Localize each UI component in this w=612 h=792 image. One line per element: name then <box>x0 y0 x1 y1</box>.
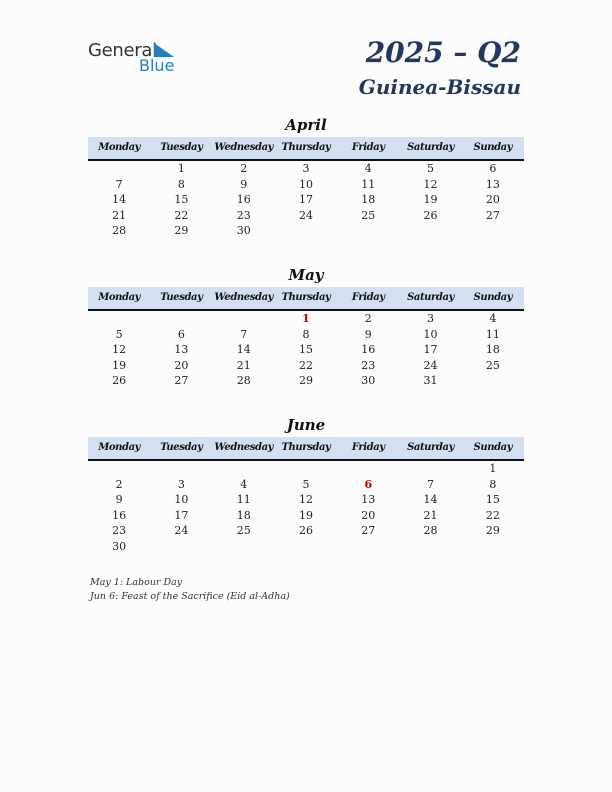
day-cell: 19 <box>423 193 438 206</box>
day-cell: 26 <box>298 524 313 537</box>
day-cell: 12 <box>112 343 127 356</box>
day-cell <box>213 461 275 477</box>
weekday-label: Monday <box>98 142 141 153</box>
day-cell: 9 <box>115 493 123 506</box>
month-calendar <box>88 415 524 554</box>
day-cell: 1 <box>177 162 185 175</box>
day-cell: 22 <box>485 508 500 522</box>
day-cell <box>337 539 399 555</box>
week-row <box>88 223 524 239</box>
day-cell: 8 <box>302 327 310 341</box>
day-cell: 24 <box>298 208 313 222</box>
day-cell: 27 <box>361 524 376 537</box>
day-cell: 29 <box>174 224 189 237</box>
day-cell: 6 <box>177 327 185 341</box>
day-cell: 29 <box>298 374 313 387</box>
weekday-label: Friday <box>351 442 385 453</box>
day-cell: 18 <box>361 193 376 206</box>
day-cell: 30 <box>112 539 127 553</box>
day-cell: 24 <box>174 524 189 537</box>
week-row <box>88 539 524 555</box>
weekday-label: Friday <box>351 142 385 153</box>
day-cell: 14 <box>423 493 438 506</box>
weekday-label: Thursday <box>281 142 331 153</box>
day-cell <box>88 161 150 177</box>
day-cell: 28 <box>423 524 438 537</box>
week-row <box>88 177 524 193</box>
holiday-notes <box>90 576 290 604</box>
day-cell: 6 <box>489 162 497 175</box>
day-cell: 11 <box>361 177 376 191</box>
day-cell: 9 <box>364 327 372 341</box>
day-cell <box>88 311 150 327</box>
weekday-label: Tuesday <box>160 442 203 453</box>
day-cell: 10 <box>423 327 438 341</box>
day-cell: 16 <box>361 343 376 356</box>
day-cell <box>337 223 399 239</box>
week-row <box>88 477 524 493</box>
logo <box>88 40 188 76</box>
day-cell: 2 <box>364 312 372 325</box>
day-cell <box>150 461 212 477</box>
day-cell: 9 <box>240 177 248 191</box>
week-row <box>88 342 524 358</box>
day-cell: 7 <box>115 177 123 191</box>
day-cell: 19 <box>112 358 127 372</box>
day-cell <box>462 223 524 239</box>
day-cell: 21 <box>423 508 438 522</box>
weekday-label: Wednesday <box>214 442 274 453</box>
day-cell: 13 <box>361 493 376 506</box>
weekday-header <box>88 437 524 461</box>
day-cell: 25 <box>485 358 500 372</box>
day-cell <box>462 539 524 555</box>
day-cell: 17 <box>423 343 438 356</box>
day-cell: 18 <box>236 508 251 522</box>
day-cell: 24 <box>423 358 438 372</box>
day-cell <box>337 461 399 477</box>
week-row <box>88 373 524 389</box>
day-cell: 6 <box>364 477 373 491</box>
day-cell: 19 <box>298 508 313 522</box>
day-cell: 15 <box>174 193 189 206</box>
day-cell: 10 <box>298 177 313 191</box>
day-cell <box>399 461 461 477</box>
day-cell: 14 <box>112 193 127 206</box>
weekday-header <box>88 287 524 311</box>
day-cell: 28 <box>236 374 251 387</box>
weekday-label: Tuesday <box>160 142 203 153</box>
day-cell <box>213 311 275 327</box>
day-cell: 27 <box>485 208 500 222</box>
day-cell: 20 <box>174 358 189 372</box>
day-cell: 22 <box>298 358 313 372</box>
weekday-label: Sunday <box>473 142 513 153</box>
weekday-header <box>88 137 524 161</box>
day-cell: 4 <box>489 312 497 325</box>
day-cell: 1 <box>302 312 310 325</box>
month-name: April <box>285 116 327 134</box>
day-cell: 21 <box>112 208 127 222</box>
day-cell: 21 <box>236 358 251 372</box>
day-cell: 30 <box>236 224 251 237</box>
day-cell <box>275 539 337 555</box>
week-row <box>88 523 524 539</box>
day-cell: 20 <box>485 193 500 206</box>
quarter-title: 2025 – Q2 <box>365 36 521 69</box>
day-cell: 11 <box>485 327 500 341</box>
page-title <box>359 36 521 100</box>
day-cell <box>275 223 337 239</box>
day-cell: 4 <box>240 477 248 491</box>
day-cell <box>213 539 275 555</box>
month-calendar <box>88 265 524 389</box>
day-cell: 10 <box>174 493 189 506</box>
day-cell: 31 <box>423 374 438 387</box>
weekday-label: Thursday <box>281 442 331 453</box>
day-cell <box>88 461 150 477</box>
day-cell: 5 <box>427 162 435 175</box>
week-row <box>88 192 524 208</box>
day-cell: 14 <box>236 343 251 356</box>
day-cell: 25 <box>361 208 376 222</box>
day-cell: 23 <box>112 524 127 537</box>
day-cell: 5 <box>115 327 123 341</box>
holiday-note: May 1: Labour Day <box>90 577 183 588</box>
day-cell: 13 <box>485 177 500 191</box>
day-cell: 17 <box>298 193 313 206</box>
week-row <box>88 358 524 374</box>
holiday-note: Jun 6: Feast of the Sacrifice (Eid al-Adha) <box>90 591 290 602</box>
day-cell: 12 <box>298 493 313 506</box>
day-cell: 3 <box>302 162 310 175</box>
week-row <box>88 327 524 343</box>
country-title: Guinea-Bissau <box>358 75 521 99</box>
logo-blue-text: Blue <box>139 56 175 75</box>
day-cell: 5 <box>302 477 310 491</box>
day-cell: 23 <box>361 358 376 372</box>
weekday-label: Saturday <box>407 292 455 303</box>
day-cell: 27 <box>174 374 189 387</box>
weekday-label: Sunday <box>473 442 513 453</box>
month-name: May <box>288 266 324 284</box>
day-cell: 22 <box>174 208 189 222</box>
day-cell: 11 <box>236 493 251 506</box>
day-cell: 16 <box>236 193 251 206</box>
weekday-label: Monday <box>98 292 141 303</box>
day-cell: 29 <box>485 524 500 537</box>
day-cell <box>275 461 337 477</box>
week-row <box>88 311 524 327</box>
day-cell: 7 <box>427 477 435 491</box>
day-cell: 2 <box>115 477 123 491</box>
weekday-label: Sunday <box>473 292 513 303</box>
day-cell <box>399 539 461 555</box>
weekday-label: Friday <box>351 292 385 303</box>
weekday-label: Wednesday <box>214 292 274 303</box>
day-cell: 13 <box>174 343 189 356</box>
day-cell: 28 <box>112 224 127 237</box>
logo-triangle-icon <box>154 43 174 57</box>
day-cell: 26 <box>423 208 438 222</box>
day-cell: 26 <box>112 374 127 387</box>
day-cell: 8 <box>177 177 185 191</box>
day-cell: 30 <box>361 374 376 387</box>
week-row <box>88 208 524 224</box>
day-cell: 3 <box>177 477 185 491</box>
day-cell: 15 <box>485 493 500 506</box>
day-cell: 7 <box>240 327 248 341</box>
day-cell: 15 <box>298 343 313 356</box>
month-name: June <box>286 416 326 434</box>
week-row <box>88 461 524 477</box>
day-cell <box>399 223 461 239</box>
weekday-label: Monday <box>98 442 141 453</box>
weekday-label: Thursday <box>281 292 331 303</box>
weekday-label: Tuesday <box>160 292 203 303</box>
weekday-label: Saturday <box>407 442 455 453</box>
day-cell <box>150 311 212 327</box>
day-cell: 25 <box>236 524 251 537</box>
day-cell: 17 <box>174 508 189 522</box>
month-calendar <box>88 115 524 239</box>
day-cell: 3 <box>427 312 435 325</box>
weekday-label: Saturday <box>407 142 455 153</box>
day-cell: 16 <box>112 508 127 522</box>
day-cell: 4 <box>364 162 372 175</box>
day-cell <box>462 373 524 389</box>
day-cell: 2 <box>240 162 248 175</box>
logo-general-text: General <box>88 40 157 61</box>
week-row <box>88 508 524 524</box>
day-cell: 12 <box>423 177 438 191</box>
day-cell <box>150 539 212 555</box>
day-cell: 20 <box>361 508 376 522</box>
weekday-label: Wednesday <box>214 142 274 153</box>
week-row <box>88 161 524 177</box>
day-cell: 23 <box>236 208 251 222</box>
day-cell: 18 <box>485 343 500 356</box>
day-cell: 8 <box>489 477 497 491</box>
week-row <box>88 492 524 508</box>
day-cell: 1 <box>489 462 497 475</box>
